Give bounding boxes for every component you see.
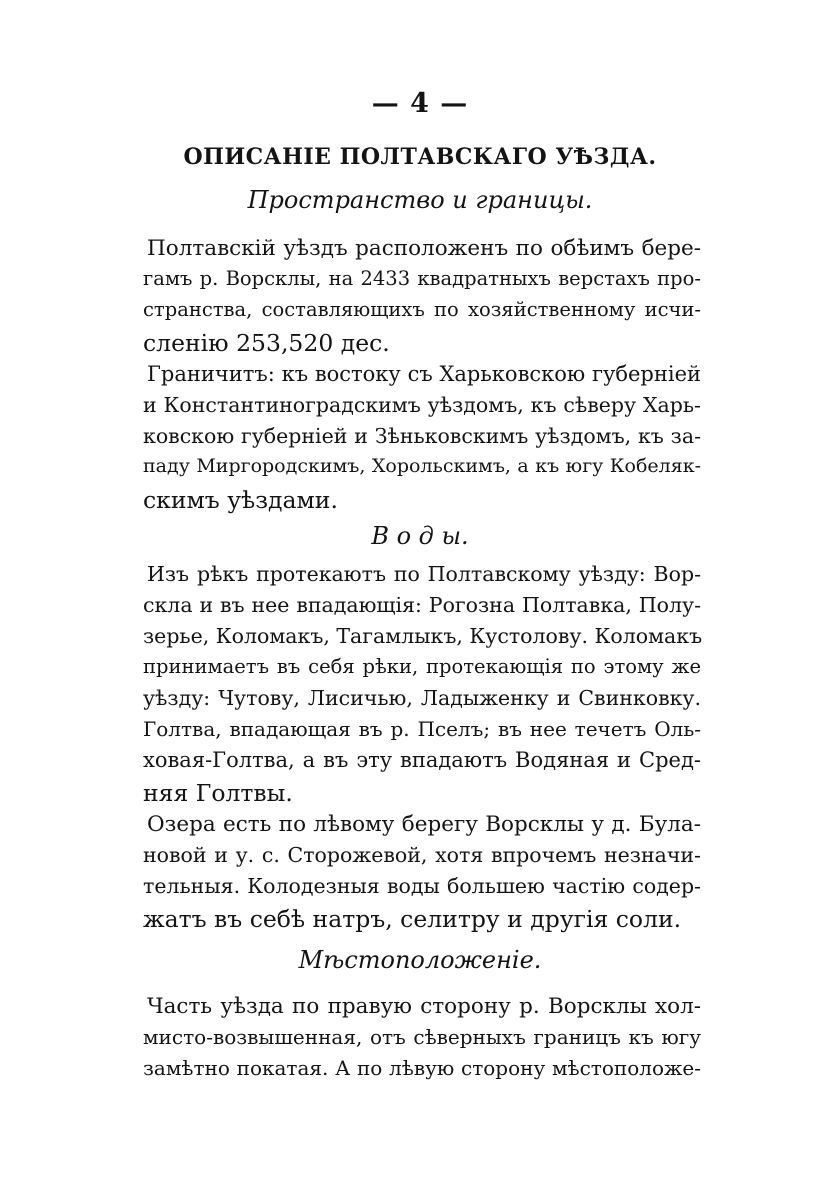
text-line: уѣзду: Чутову, Лисичью, Ладыженку и Свинковку. (143, 686, 701, 710)
text-line: Граничитъ: къ востоку съ Харьковскою губерніей (147, 362, 701, 386)
text-line: скла и въ нее впадающія: Рогозна Полтавка, Полу- (143, 593, 701, 617)
text-line: новой и у. с. Сторожевой, хотя впрочемъ незначи- (143, 843, 701, 867)
text-line: скимъ уѣздами. (143, 486, 338, 514)
text-line: принимаетъ въ себя рѣки, протекающія по этому же (143, 655, 701, 678)
text-line: няя Голтвы. (143, 779, 293, 807)
section-heading-space-and-borders: Пространство и границы. (247, 186, 593, 214)
text-line: паду Миргородскимъ, Хорольскимъ, а къ югу Кобеляк- (143, 455, 701, 477)
text-line: гамъ р. Ворсклы, на 2433 квадратныхъ верстахъ про- (143, 267, 701, 290)
text-line: Изъ рѣкъ протекаютъ по Полтавскому уѣзду: Вор- (147, 562, 701, 586)
text-line: и Константиноградскимъ уѣздомъ, къ сѣверу Харь- (143, 393, 701, 417)
text-line: сленію 253,520 дес. (143, 329, 390, 357)
text-line: замѣтно покатая. А по лѣвую сторону мѣстоположе- (143, 1056, 701, 1080)
section-heading-terrain: Мѣстоположеніе. (298, 946, 542, 974)
text-line: Озера есть по лѣвому берегу Ворсклы у д. Була- (147, 812, 701, 837)
text-line: мисто-возвышенная, отъ сѣверныхъ границъ къ югу (143, 1025, 701, 1049)
text-line: тельныя. Колодезныя воды большею частію содер- (143, 874, 701, 898)
text-line: жатъ въ себѣ натръ, селитру и другія соли. (143, 905, 682, 933)
text-line: странства, составляющихъ по хозяйственному исчи- (143, 298, 701, 321)
text-line: ховая-Голтва, а въ эту впадаютъ Водяная и Сред- (143, 748, 701, 772)
page-title: ОПИСАНІЕ ПОЛТАВСКАГО УѢЗДА. (183, 144, 657, 170)
text-line: Часть уѣзда по правую сторону р. Ворсклы хол- (147, 994, 701, 1019)
text-line: ковскою губерніей и Зѣньковскимъ уѣздомъ, къ за- (143, 424, 701, 448)
page-number: — 4 — (371, 88, 469, 119)
text-line: Полтавскій уѣздъ расположенъ по обѣимъ бере- (147, 236, 701, 261)
section-heading-waters: В о д ы. (371, 522, 469, 550)
text-line: Голтва, впадающая въ р. Пселъ; въ нее течетъ Оль- (143, 717, 701, 741)
text-line: зерье, Коломакъ, Тагамлыкъ, Кустолову. Коломакъ (143, 624, 703, 648)
